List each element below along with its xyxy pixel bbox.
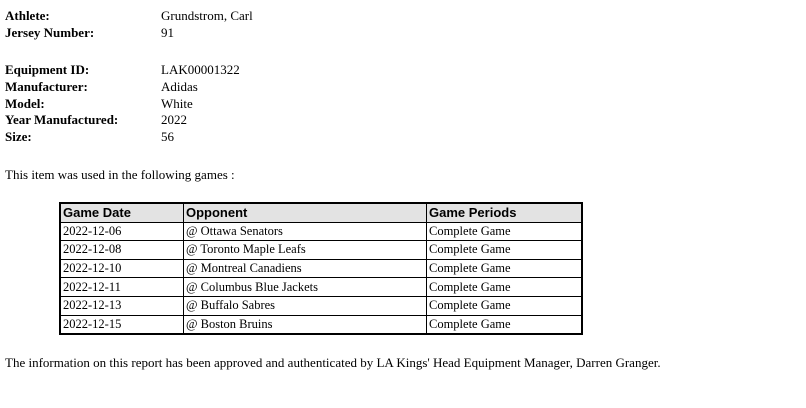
- games-intro-text: This item was used in the following games :: [5, 167, 235, 182]
- cell-game-date: 2022-12-10: [60, 259, 184, 278]
- cell-game-periods: Complete Game: [427, 278, 583, 297]
- jersey-row: [5, 25, 253, 42]
- cell-opponent: @ Columbus Blue Jackets: [184, 278, 427, 297]
- table-row: [60, 278, 582, 297]
- cell-game-date: 2022-12-11: [60, 278, 184, 297]
- equipment-info: [5, 62, 240, 146]
- athlete-label: Athlete:: [5, 8, 50, 23]
- year-label: Year Manufactured:: [5, 112, 119, 128]
- cell-opponent: @ Ottawa Senators: [184, 222, 427, 241]
- header-game-date: Game Date: [60, 203, 184, 222]
- cell-game-date: 2022-12-15: [60, 315, 184, 334]
- cell-opponent: @ Toronto Maple Leafs: [184, 241, 427, 260]
- jersey-value: 91: [161, 24, 174, 40]
- size-value: 56: [161, 129, 174, 145]
- cell-opponent: @ Boston Bruins: [184, 315, 427, 334]
- table-row: [60, 259, 582, 278]
- jersey-label: Jersey Number:: [5, 24, 95, 40]
- authentication-statement: The information on this report has been approved and authenticated by LA Kings' Head Equipment Manager, Darren Granger.: [5, 355, 661, 370]
- table-header-row: [60, 203, 582, 222]
- header-game-periods: Game Periods: [427, 203, 583, 222]
- cell-game-periods: Complete Game: [427, 241, 583, 260]
- header-opponent: Opponent: [184, 203, 427, 222]
- equipment-id-row: [5, 62, 240, 79]
- games-table: [59, 202, 583, 335]
- athlete-row: [5, 8, 253, 25]
- manufacturer-label: Manufacturer:: [5, 78, 88, 94]
- model-value: White: [161, 95, 193, 111]
- model-label: Model:: [5, 95, 45, 111]
- athlete-info: [5, 8, 253, 42]
- manufacturer-value: Adidas: [161, 78, 198, 94]
- table-row: [60, 241, 582, 260]
- cell-game-date: 2022-12-08: [60, 241, 184, 260]
- model-row: [5, 96, 240, 113]
- size-label: Size:: [5, 129, 32, 145]
- size-row: [5, 129, 240, 146]
- cell-opponent: @ Buffalo Sabres: [184, 296, 427, 315]
- table-row: [60, 222, 582, 241]
- year-value: 2022: [161, 112, 187, 128]
- cell-opponent: @ Montreal Canadiens: [184, 259, 427, 278]
- year-row: [5, 112, 240, 129]
- cell-game-periods: Complete Game: [427, 315, 583, 334]
- equipment-id-label: Equipment ID:: [5, 62, 90, 77]
- cell-game-date: 2022-12-13: [60, 296, 184, 315]
- cell-game-periods: Complete Game: [427, 296, 583, 315]
- table-row: [60, 296, 582, 315]
- cell-game-periods: Complete Game: [427, 222, 583, 241]
- equipment-id-value: LAK00001322: [161, 62, 240, 77]
- cell-game-date: 2022-12-06: [60, 222, 184, 241]
- cell-game-periods: Complete Game: [427, 259, 583, 278]
- manufacturer-row: [5, 79, 240, 96]
- table-row: [60, 315, 582, 334]
- athlete-value: Grundstrom, Carl: [161, 8, 253, 23]
